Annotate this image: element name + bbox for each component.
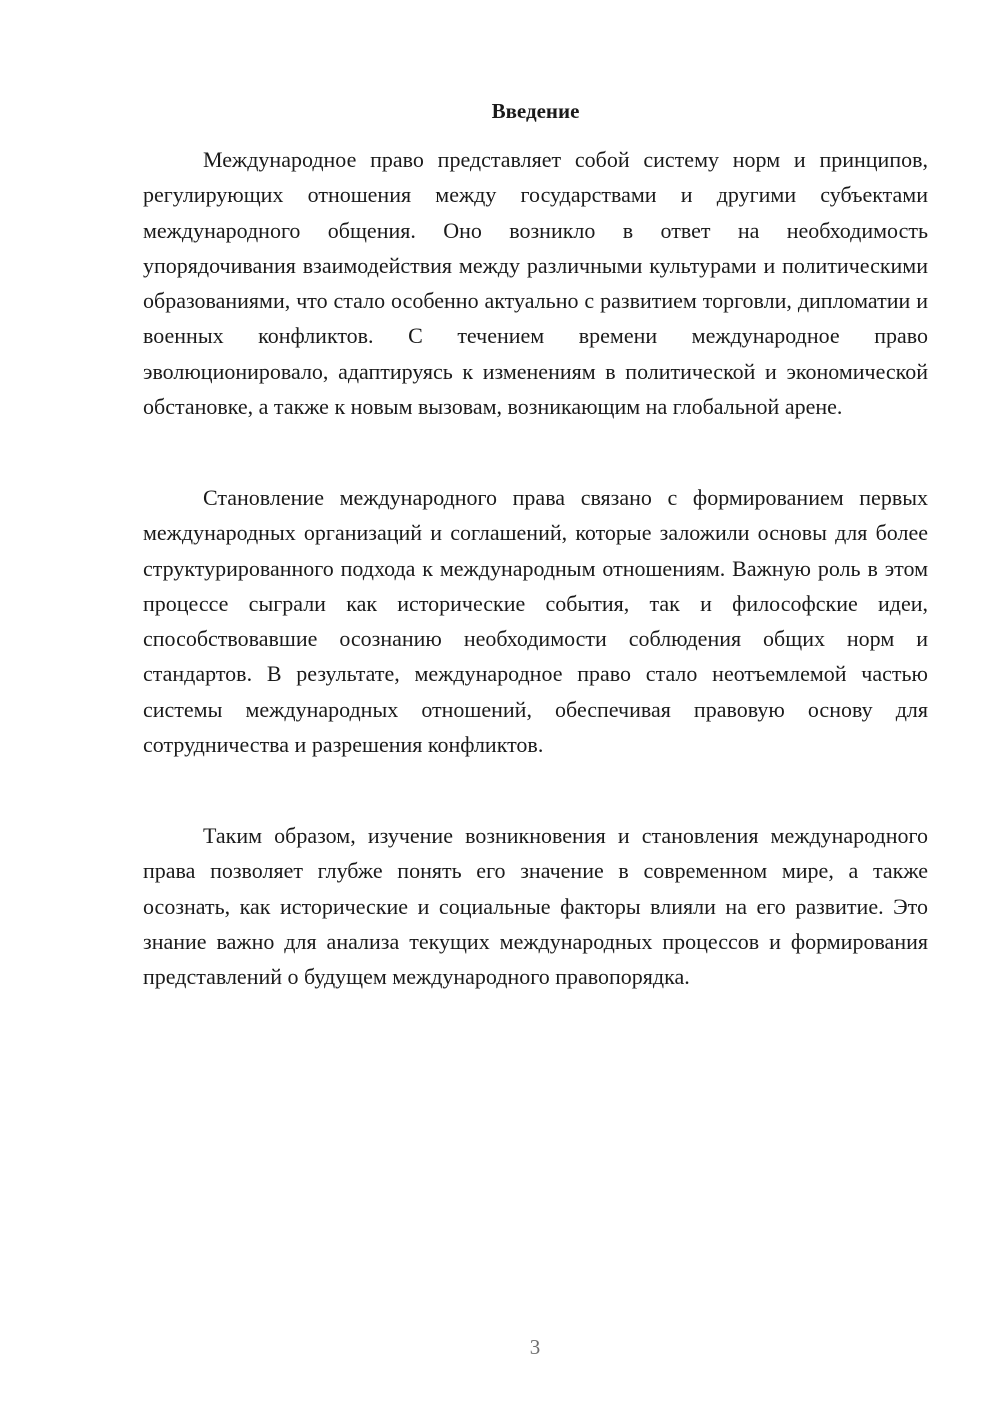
body-paragraph: Международное право представляет собой систему норм и принципов, регулирующих отношения между государствами и другими субъектами международного общения. Оно возникло в ответ на необходимость упорядочивания взаимодействия между различными культурами и политическими образованиями, что стало особенно актуально с развитием торговли, дипломатии и военных конфликтов. С течением времени международное право эволюционировало, адаптируясь к изменениям в политической и экономической обстановке, а также к новым вызовам, возникающим на глобальной арене. [143, 147, 928, 420]
section-title: Введение [491, 99, 580, 123]
body-paragraph: Таким образом, изучение возникновения и становления международного права позволяет глубже понять его значение в современном мире, а также осознать, как исторические и социальные факторы влияли на его развитие. Это знание важно для анализа текущих международных процессов и формирования представлений о будущем международного правопорядка. [143, 823, 928, 990]
body-paragraph: Становление международного права связано с формированием первых международных организаций и соглашений, которые заложили основы для более структурированного подхода к международным отношениям. Важную роль в этом процессе сыграли как исторические события, так и философские идеи, способствовавшие осознанию необходимости соблюдения общих норм и стандартов. В результате, международное право стало неотъемлемой частью системы международных отношений, обеспечивая правовую основу для сотрудничества и разрешения конфликтов. [143, 485, 928, 758]
page-number: 3 [529, 1335, 541, 1359]
